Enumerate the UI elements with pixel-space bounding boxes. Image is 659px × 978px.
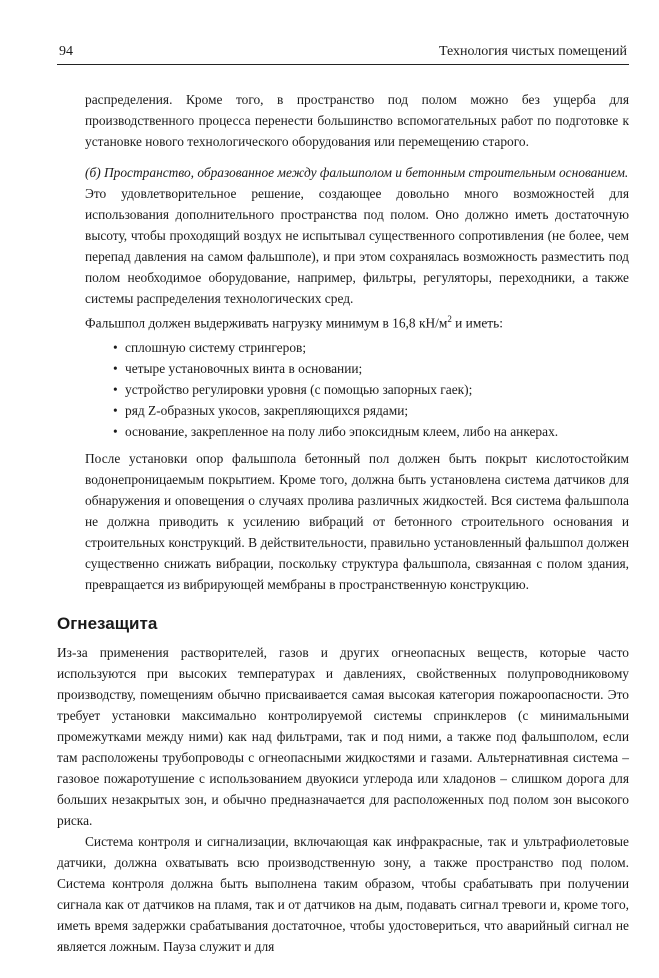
- list-item-text: устройство регулировки уровня (с помощью запорных гаек);: [125, 382, 473, 398]
- bullet-icon: •: [113, 340, 118, 356]
- bullet-icon: •: [113, 382, 118, 398]
- list-item: [113, 337, 629, 358]
- indented-block: [57, 89, 629, 595]
- running-header: [57, 44, 629, 65]
- bullet-icon: •: [113, 424, 118, 440]
- paragraph-solution: Это удовлетворительное решение, создающее довольно много возможностей для использования дополнительного пространства под полом. Оно должно иметь достаточную высоту, чтобы проходящий воздух не испытывал существенного сопротивления (не более, чем перепад давления на самом фальшполе), и при этом сохранялась возможность разместить под полом необходимое оборудование, например, фильтры, регуляторы, переходники, а также системы распределения технологических сред.: [85, 186, 629, 306]
- paragraph-alarm-system: Система контроля и сигнализации, включающая как инфракрасные, так и ультрафиолетовые датчики, должна охватывать всю производственную зону, а также пространство под полом. Система контроля должна быть выполнена таким образом, чтобы срабатывать при получении сигнала как от датчиков на пламя, так и от датчиков на дым, подавать сигнал тревоги и, кроме того, иметь время задержки срабатывания достаточное, чтобы удостовериться, что аварийный сигнал не является ложным. Пауза служит и для: [57, 834, 629, 955]
- list-item: [113, 421, 629, 442]
- paragraph-continuation: распределения. Кроме того, в пространство под полом можно без ущерба для производственного процесса перенести большинство вспомогательных работ по подготовке к установке нового технологического оборудования или перемещению старого.: [85, 92, 629, 149]
- subheading-b: (б) Пространство, образованное между фальшполом и бетонным строительным основанием.: [85, 165, 629, 180]
- paragraph-fire-risk: Из-за применения растворителей, газов и других огнеопасных веществ, которые часто используются при высоких температурах и давлениях, свойственных полупроводниковому производству, помещениям обычно присваивается самая высокая категория пожароопасности. Это требует установки максимально контролируемой системы спринклеров (с минимальными промежутками между ними) как над фильтрами, так и под ними, а также под фальшполом, если там расположены трубопроводы с огнеопасными жидкостями и газами. Альтернативная система – газовое пожаротушение с использованием двуокиси углерода или хладонов – слишком дорога для больших незакрытых зон, и обычно предназначается для расположенных под полом зон высокого риска.: [57, 645, 629, 829]
- load-text: Фальшпол должен выдерживать нагрузку минимум в 16,8 кН/м: [85, 315, 448, 331]
- running-title: Технология чистых помещений: [438, 44, 627, 59]
- load-text-end: и иметь:: [451, 315, 503, 331]
- page-number: 94: [59, 44, 73, 59]
- requirements-list: [85, 337, 629, 442]
- page-body: [57, 89, 629, 957]
- list-item-text: четыре установочных винта в основании;: [125, 361, 363, 377]
- paragraph-load: [85, 309, 629, 333]
- bullet-icon: •: [113, 361, 118, 377]
- list-item: [113, 379, 629, 400]
- paragraph-installation: После установки опор фальшпола бетонный пол должен быть покрыт кислотостойким водонепроницаемым покрытием. Кроме того, должна быть установлена система датчиков для обнаружения и оповещения о случаях пролива различных жидкостей. Вся система фальшпола не должна приводить к усилению вибраций от бетонного строительного основания и строительных конструкций. В действительности, правильно установленный фальшпол должен существенно снижать вибрации, поскольку структура фальшпола, связанная с полом здания, превращается из вибрирующей мембраны в пространственную конструкцию.: [85, 451, 629, 593]
- section-title: Огнезащита: [57, 614, 158, 634]
- list-item: [113, 400, 629, 421]
- bullet-icon: •: [113, 403, 118, 419]
- load-superscript: 2: [447, 314, 452, 324]
- list-item-text: ряд Z-образных укосов, закрепляющихся рядами;: [125, 403, 409, 419]
- list-item-text: основание, закрепленное на полу либо эпоксидным клеем, либо на анкерах.: [125, 424, 559, 440]
- list-item: [113, 358, 629, 379]
- list-item-text: сплошную систему стрингеров;: [125, 340, 307, 356]
